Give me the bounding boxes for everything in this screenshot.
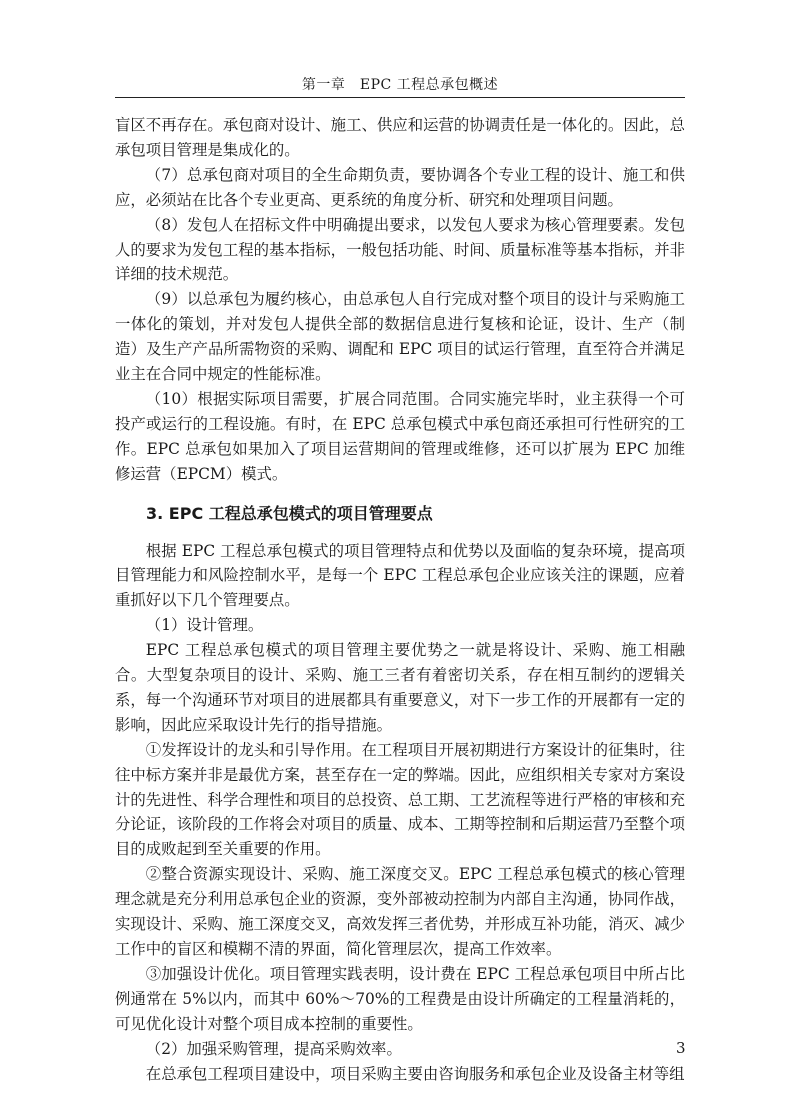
paragraph: ②整合资源实现设计、采购、施工深度交叉。EPC 工程总承包模式的核心管理理念就是充分利用总承包企业的资源，变外部被动控制为内部自主沟通，协同作战，实现设计、采购、施工深度交叉，高效发挥三者优势，并形成互补功能，消灭、减少工作中的盲区和模糊不清的界面，简化管理层次，提高工作效率。 bbox=[115, 865, 685, 958]
paragraph: （1）设计管理。 bbox=[145, 616, 264, 635]
page-number: 3 bbox=[676, 1039, 686, 1057]
paragraph: ①发挥设计的龙头和引导作用。在工程项目开展初期进行方案设计的征集时，往往中标方案并非是最优方案，甚至存在一定的弊端。因此，应组织相关专家对方案设计的先进性、科学合理性和项目的总投资、总工期、工艺流程等进行严格的审核和充分论证，该阶段的工作将会对项目的质量、成本、工期等控制和后期运营乃至整个项目的成败起到至关重要的作用。 bbox=[115, 740, 685, 859]
running-header: 第一章 EPC 工程总承包概述 bbox=[301, 77, 499, 93]
paragraph: EPC 工程总承包模式的项目管理主要优势之一就是将设计、采购、施工相融合。大型复杂项目的设计、采购、施工三者有着密切关系，存在相互制约的逻辑关系，每一个沟通环节对项目的进展都具有重要意义，对下一步工作的开展都有一定的影响，因此应采取设计先行的指导措施。 bbox=[115, 641, 685, 734]
paragraph: ③加强设计优化。项目管理实践表明，设计费在 EPC 工程总承包项目中所占比例通常在 5%以内，而其中 60%～70%的工程费是由设计所确定的工程量消耗的，可见优化设计对整个项目成本控制的重要性。 bbox=[115, 964, 685, 1033]
paragraph: （2）加强采购管理，提高采购效率。 bbox=[145, 1039, 402, 1058]
paragraph: 根据 EPC 工程总承包模式的项目管理特点和优势以及面临的复杂环境，提高项目管理能力和风险控制水平，是每一个 EPC 工程总承包企业应该关注的课题，应着重抓好以下几个管理要点。 bbox=[115, 541, 685, 610]
paragraph: 在总承包工程项目建设中，项目采购主要由咨询服务和承包企业及设备主材等组 bbox=[145, 1064, 685, 1083]
paragraph: （9）以总承包为履约核心，由总承包人自行完成对整个项目的设计与采购施工一体化的策划，并对发包人提供全部的数据信息进行复核和论证，设计、生产（制造）及生产产品所需物资的采购、调配和 EPC 项目的试运行管理，直至符合并满足业主在合同中规定的性能标准。 bbox=[115, 290, 685, 384]
body-text bbox=[115, 113, 685, 1086]
paragraph: 盲区不再存在。承包商对设计、施工、供应和运营的协调责任是一体化的。因此，总承包项目管理是集成化的。 bbox=[115, 116, 685, 159]
header-rule bbox=[115, 97, 685, 98]
paragraph: （10）根据实际项目需要，扩展合同范围。合同实施完毕时，业主获得一个可投产或运行的工程设施。有时，在 EPC 总承包模式中承包商还承担可行性研究的工作。EPC 总承包如果加入了项目运营期间的管理或维修，还可以扩展为 EPC 加维修运营（EPCM）模式。 bbox=[115, 389, 685, 483]
section-heading: 3. EPC 工程总承包模式的项目管理要点 bbox=[146, 503, 433, 523]
paragraph: （7）总承包商对项目的全生命期负责，要协调各个专业工程的设计、施工和供应，必须站在比各个专业更高、更系统的角度分析、研究和处理项目问题。 bbox=[115, 165, 685, 209]
paragraph: （8）发包人在招标文件中明确提出要求，以发包人要求为核心管理要素。发包人的要求为发包工程的基本指标，一般包括功能、时间、质量标准等基本指标，并非详细的技术规范。 bbox=[115, 215, 685, 284]
